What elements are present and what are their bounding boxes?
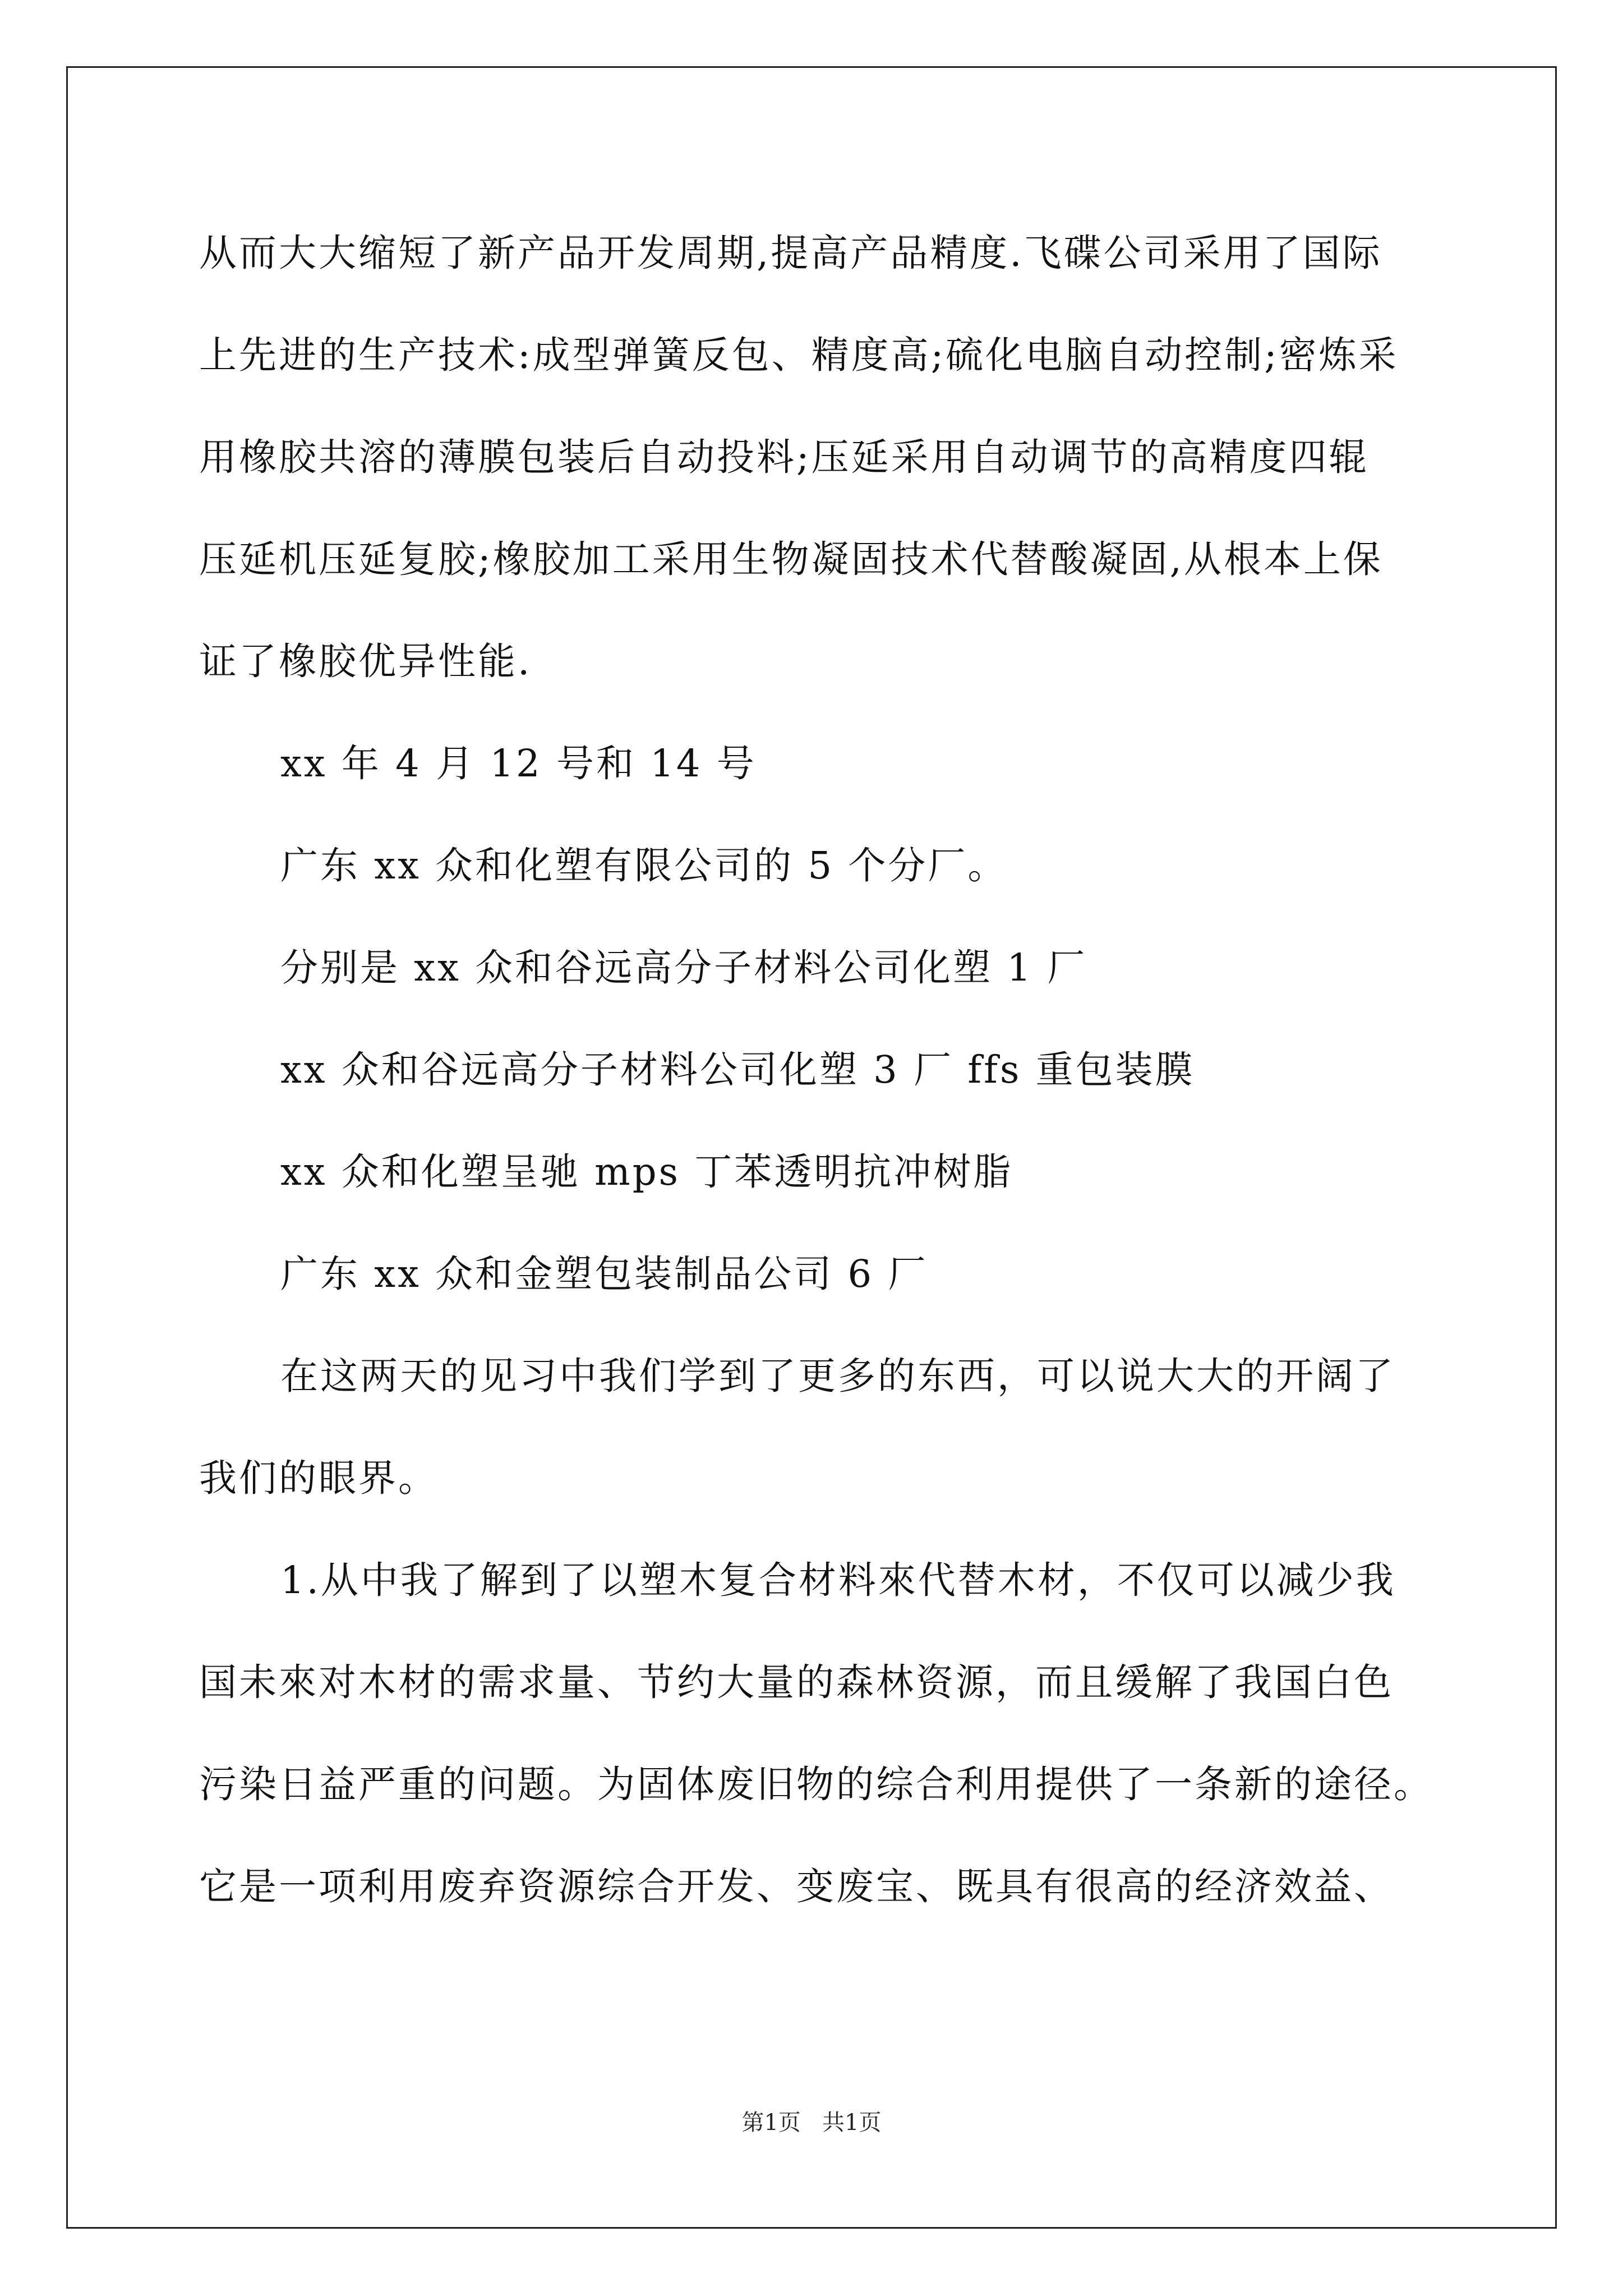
paragraph-start: 1.从中我了解到了以塑木复合材料來代替木材，不仅可以减少我 (280, 1558, 1396, 1602)
text-line: xx 众和谷远高分子材料公司化塑 3 厂 ffs 重包装膜 (280, 1048, 1195, 1092)
text-line: 它是一项利用废弃资源综合开发、变废宝、既具有很高的经济效益、 (199, 1865, 1394, 1908)
document-body (199, 202, 1433, 1938)
page-footer: 第1页 共1页 (741, 2110, 882, 2136)
text-line: 分别是 xx 众和谷远高分子材料公司化塑 1 厂 (280, 946, 1087, 990)
text-line: 压延机压延复胶;橡胶加工采用生物凝固技术代替酸凝固,从根本上保 (199, 537, 1383, 581)
date-line: xx 年 4 月 12 号和 14 号 (280, 742, 757, 785)
text-line: 国未來对木材的需求量、节约大量的森林资源，而且缓解了我国白色 (199, 1660, 1394, 1704)
text-line: 用橡胶共溶的薄膜包装后自动投料;压延采用自动调节的高精度四辊 (199, 435, 1369, 479)
text-line: 污染日益严重的问题。为固体废旧物的综合利用提供了一条新的途径。 (199, 1763, 1433, 1806)
text-line: 广东 xx 众和金塑包装制品公司 6 厂 (280, 1252, 928, 1296)
text-line: 广东 xx 众和化塑有限公司的 5 个分厂。 (280, 844, 1008, 887)
text-line: 证了橡胶优异性能. (199, 639, 532, 683)
text-line: 上先进的生产技术:成型弹簧反包、精度高;硫化电脑自动控制;密炼采 (199, 333, 1399, 377)
text-line: xx 众和化塑呈驰 mps 丁苯透明抗冲树脂 (280, 1150, 1013, 1194)
text-line: 从而大大缩短了新产品开发周期,提高产品精度.飞碟公司采用了国际 (199, 231, 1382, 275)
text-line: 我们的眼界。 (199, 1456, 438, 1500)
paragraph-start: 在这两天的见习中我们学到了更多的东西，可以说大大的开阔了 (280, 1354, 1395, 1398)
